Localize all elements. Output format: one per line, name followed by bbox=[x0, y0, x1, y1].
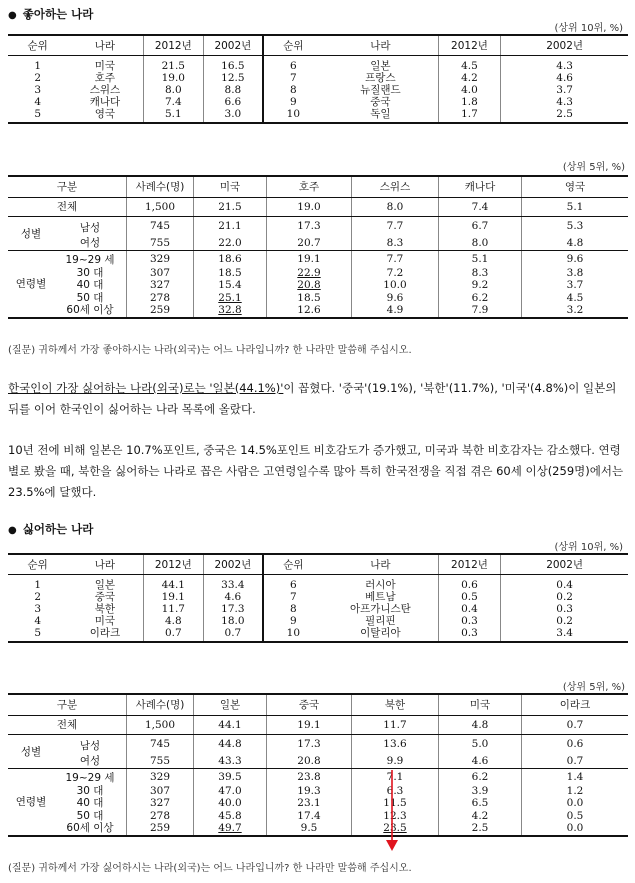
table-row bbox=[8, 785, 628, 798]
value-cell: 4.8 bbox=[522, 235, 629, 251]
country-cell: 영국 bbox=[67, 108, 143, 123]
header-2012: 2012년 bbox=[143, 35, 204, 56]
value-2012-cell: 0.6 bbox=[438, 575, 501, 592]
value-2012-cell: 7.4 bbox=[143, 96, 204, 108]
gender-group-label: 성별 bbox=[8, 217, 54, 251]
like-rank-table bbox=[8, 34, 628, 124]
value-2012-cell: 4.2 bbox=[438, 72, 501, 84]
country-cell: 북한 bbox=[94, 603, 116, 615]
header-rank: 순위 bbox=[8, 35, 67, 56]
value-cell: 0.7 bbox=[522, 716, 629, 735]
value-cell: 8.0 bbox=[439, 235, 522, 251]
value-cell: 6.2 bbox=[439, 769, 522, 785]
value-2012-cell: 4.0 bbox=[438, 84, 501, 96]
value-cell: 2.5 bbox=[439, 822, 522, 836]
header-rank: 순위 bbox=[263, 35, 323, 56]
header-col-3: 북한 bbox=[352, 694, 439, 716]
country-cell: 이라크 bbox=[67, 627, 143, 642]
value-cell: 10.0 bbox=[352, 279, 439, 292]
country-cell: 미국 bbox=[94, 60, 116, 72]
value-cell: 44.8 bbox=[194, 735, 267, 754]
value-2002-cell: 3.4 bbox=[501, 627, 628, 642]
value-2012-cell: 5.1 bbox=[143, 108, 204, 123]
value-cell: 11.5 bbox=[352, 797, 439, 810]
rank-cell: 6 bbox=[263, 56, 323, 73]
value-cell: 25.1 bbox=[194, 292, 267, 305]
value-2012-cell: 1.8 bbox=[438, 96, 501, 108]
row-label: 19~29 세 bbox=[65, 254, 115, 267]
header-2012: 2012년 bbox=[438, 35, 501, 56]
header-category: 구분 bbox=[8, 176, 127, 198]
row-label: 여성 bbox=[54, 235, 127, 251]
table-row bbox=[8, 603, 628, 615]
value-cell: 19.1 bbox=[267, 251, 352, 267]
rank-cell: 9 bbox=[263, 615, 323, 627]
gender-group-label: 성별 bbox=[8, 735, 54, 769]
row-label: 30 대 bbox=[76, 784, 104, 797]
value-cell: 329 bbox=[127, 769, 194, 785]
value-2002-cell: 3.0 bbox=[204, 108, 263, 123]
row-label: 40 대 bbox=[76, 797, 104, 810]
header-country: 나라 bbox=[67, 35, 143, 56]
value-cell: 0.0 bbox=[522, 797, 629, 810]
value-cell: 22.9 bbox=[267, 267, 352, 280]
value-2002-cell: 0.7 bbox=[204, 627, 263, 642]
country-cell: 캐나다 bbox=[89, 96, 121, 108]
table-row bbox=[8, 615, 628, 627]
dislike-question: (질문) 귀하께서 가장 싫어하시는 나라(외국)는 어느 나라입니까? 한 나라만 말씀해 주십시오. bbox=[8, 863, 412, 874]
value-2002-cell: 0.2 bbox=[501, 591, 628, 603]
value-cell: 259 bbox=[127, 822, 194, 836]
value-cell: 9.6 bbox=[522, 251, 629, 267]
rank-cell: 10 bbox=[263, 627, 323, 642]
value-2012-cell: 1.7 bbox=[438, 108, 501, 123]
rank-cell: 3 bbox=[34, 84, 42, 96]
value-cell: 18.6 bbox=[194, 251, 267, 267]
value-cell: 307 bbox=[127, 267, 194, 280]
dislike-rank-unit: (상위 10위, %) bbox=[554, 542, 623, 553]
value-cell: 6.3 bbox=[352, 785, 439, 798]
country-cell: 호주 bbox=[94, 72, 116, 84]
table-row bbox=[8, 217, 628, 236]
down-arrow-icon bbox=[384, 770, 400, 852]
value-cell: 19.1 bbox=[267, 716, 352, 735]
table-row bbox=[8, 267, 628, 280]
value-cell: 21.5 bbox=[194, 198, 267, 217]
rank-cell: 2 bbox=[34, 72, 42, 84]
value-cell: 1,500 bbox=[127, 716, 194, 735]
country-cell: 러시아 bbox=[365, 579, 396, 591]
value-cell: 12.6 bbox=[267, 304, 352, 318]
value-cell: 3.8 bbox=[522, 267, 629, 280]
table-row bbox=[8, 797, 628, 810]
table-row bbox=[8, 96, 628, 108]
header-2002: 2002년 bbox=[204, 554, 263, 575]
value-cell: 8.3 bbox=[439, 267, 522, 280]
value-cell: 5.0 bbox=[439, 735, 522, 754]
value-2012-cell: 19.0 bbox=[143, 72, 204, 84]
value-cell: 1,500 bbox=[127, 198, 194, 217]
value-2012-cell: 19.1 bbox=[143, 591, 204, 603]
rank-cell: 8 bbox=[263, 603, 323, 615]
row-label: 남성 bbox=[79, 739, 101, 752]
rank-cell: 5 bbox=[8, 108, 67, 123]
rank-cell: 4 bbox=[34, 96, 42, 108]
value-2002-cell: 8.8 bbox=[204, 84, 263, 96]
like-breakdown-unit: (상위 5위, %) bbox=[562, 162, 625, 173]
value-cell: 7.7 bbox=[352, 217, 439, 236]
value-cell: 19.3 bbox=[267, 785, 352, 798]
value-cell: 4.5 bbox=[522, 292, 629, 305]
header-col-5: 영국 bbox=[522, 176, 629, 198]
value-cell: 259 bbox=[127, 304, 194, 318]
country-cell: 아프가니스탄 bbox=[349, 603, 411, 615]
value-cell: 1.2 bbox=[522, 785, 629, 798]
value-2002-cell: 3.7 bbox=[501, 84, 628, 96]
bullet-icon: ● bbox=[8, 10, 17, 21]
header-country: 나라 bbox=[67, 554, 143, 575]
row-label: 19~29 세 bbox=[65, 772, 115, 785]
rank-cell: 1 bbox=[34, 60, 42, 72]
like-question: (질문) 귀하께서 가장 좋아하시는 나라(외국)는 어느 나라입니까? 한 나라만 말씀해 주십시오. bbox=[8, 345, 412, 356]
table-row bbox=[8, 753, 628, 769]
rank-cell: 5 bbox=[8, 627, 67, 642]
value-2002-cell: 2.5 bbox=[501, 108, 628, 123]
value-cell: 23.1 bbox=[267, 797, 352, 810]
value-cell: 3.9 bbox=[439, 785, 522, 798]
value-cell: 327 bbox=[127, 797, 194, 810]
header-rank: 순위 bbox=[263, 554, 323, 575]
rank-cell: 8 bbox=[263, 84, 323, 96]
row-label: 60세 이상 bbox=[54, 304, 127, 318]
value-cell: 8.3 bbox=[352, 235, 439, 251]
value-cell: 9.9 bbox=[352, 753, 439, 769]
value-cell: 8.0 bbox=[352, 198, 439, 217]
header-2012: 2012년 bbox=[143, 554, 204, 575]
rank-cell: 1 bbox=[34, 579, 42, 591]
value-cell: 1.4 bbox=[522, 769, 629, 785]
value-cell: 20.8 bbox=[267, 279, 352, 292]
value-2002-cell: 33.4 bbox=[204, 575, 263, 592]
like-section-heading: ● 좋아하는 나라 bbox=[8, 7, 94, 21]
header-col-4: 캐나다 bbox=[439, 176, 522, 198]
value-2012-cell: 0.5 bbox=[438, 591, 501, 603]
value-cell: 4.6 bbox=[439, 753, 522, 769]
value-cell: 5.1 bbox=[522, 198, 629, 217]
value-cell: 9.5 bbox=[267, 822, 352, 836]
row-label: 40 대 bbox=[76, 279, 104, 292]
rank-cell: 3 bbox=[34, 603, 42, 615]
row-label: 남성 bbox=[79, 221, 101, 234]
header-col-2: 중국 bbox=[267, 694, 352, 716]
total-label: 전체 bbox=[8, 716, 127, 735]
value-2002-cell: 0.3 bbox=[501, 603, 628, 615]
row-label: 50 대 bbox=[76, 809, 104, 822]
value-cell: 6.2 bbox=[439, 292, 522, 305]
value-2012-cell: 11.7 bbox=[143, 603, 204, 615]
header-col-4: 미국 bbox=[439, 694, 522, 716]
value-2012-cell: 0.3 bbox=[438, 615, 501, 627]
country-cell: 일본 bbox=[94, 579, 116, 591]
total-row bbox=[8, 198, 628, 217]
value-cell: 7.7 bbox=[352, 251, 439, 267]
value-cell: 45.8 bbox=[194, 810, 267, 823]
country-cell: 프랑스 bbox=[365, 72, 396, 84]
row-label: 50 대 bbox=[76, 291, 104, 304]
value-cell: 49.7 bbox=[194, 822, 267, 836]
age-group-label: 연령별 bbox=[8, 251, 54, 318]
value-2002-cell: 16.5 bbox=[204, 56, 263, 73]
value-2012-cell: 21.5 bbox=[143, 56, 204, 73]
value-cell: 39.5 bbox=[194, 769, 267, 785]
value-cell: 15.4 bbox=[194, 279, 267, 292]
value-2012-cell: 0.7 bbox=[143, 627, 204, 642]
value-cell: 44.1 bbox=[194, 716, 267, 735]
value-cell: 3.7 bbox=[522, 279, 629, 292]
value-cell: 32.8 bbox=[194, 304, 267, 318]
value-cell: 7.2 bbox=[352, 267, 439, 280]
header-2012: 2012년 bbox=[438, 554, 501, 575]
value-cell: 0.5 bbox=[522, 810, 629, 823]
value-2012-cell: 8.0 bbox=[143, 84, 204, 96]
header-2002: 2002년 bbox=[501, 35, 628, 56]
table-row bbox=[8, 72, 628, 84]
table-row bbox=[8, 810, 628, 823]
header-col-1: 일본 bbox=[194, 694, 267, 716]
value-2002-cell: 0.4 bbox=[501, 575, 628, 592]
value-cell: 329 bbox=[127, 251, 194, 267]
table-row bbox=[8, 735, 628, 754]
value-cell: 745 bbox=[127, 217, 194, 236]
value-cell: 7.4 bbox=[439, 198, 522, 217]
country-cell: 스위스 bbox=[89, 84, 121, 96]
value-2002-cell: 4.6 bbox=[204, 591, 263, 603]
paragraph-1-highlight: 한국인이 가장 싫어하는 나라(외국)로는 '일본(44.1%)' bbox=[8, 381, 284, 395]
table-row bbox=[8, 279, 628, 292]
header-cases: 사례수(명) bbox=[127, 176, 194, 198]
total-row bbox=[8, 716, 628, 735]
dislike-rank-table bbox=[8, 553, 628, 643]
value-cell: 23.5 bbox=[352, 822, 439, 836]
row-label: 60세 이상 bbox=[54, 822, 127, 836]
value-2002-cell: 17.3 bbox=[204, 603, 263, 615]
header-2002: 2002년 bbox=[501, 554, 628, 575]
value-cell: 755 bbox=[127, 753, 194, 769]
value-cell: 20.7 bbox=[267, 235, 352, 251]
value-cell: 47.0 bbox=[194, 785, 267, 798]
value-cell: 40.0 bbox=[194, 797, 267, 810]
value-cell: 4.9 bbox=[352, 304, 439, 318]
value-cell: 0.6 bbox=[522, 735, 629, 754]
value-2002-cell: 12.5 bbox=[204, 72, 263, 84]
value-cell: 13.6 bbox=[352, 735, 439, 754]
value-cell: 20.8 bbox=[267, 753, 352, 769]
value-2012-cell: 44.1 bbox=[143, 575, 204, 592]
table-row bbox=[8, 591, 628, 603]
header-rank: 순위 bbox=[8, 554, 67, 575]
table-row bbox=[8, 84, 628, 96]
dislike-breakdown-unit: (상위 5위, %) bbox=[562, 682, 625, 693]
row-label: 30 대 bbox=[76, 266, 104, 279]
value-cell: 7.9 bbox=[439, 304, 522, 318]
value-cell: 9.6 bbox=[352, 292, 439, 305]
table-row bbox=[8, 108, 628, 123]
table-row bbox=[8, 292, 628, 305]
total-label: 전체 bbox=[8, 198, 127, 217]
value-cell: 755 bbox=[127, 235, 194, 251]
rank-cell: 2 bbox=[34, 591, 42, 603]
country-cell: 중국 bbox=[94, 591, 116, 603]
table-row bbox=[8, 235, 628, 251]
value-cell: 12.3 bbox=[352, 810, 439, 823]
value-cell: 307 bbox=[127, 785, 194, 798]
value-cell: 22.0 bbox=[194, 235, 267, 251]
rank-cell: 7 bbox=[263, 591, 323, 603]
value-cell: 5.1 bbox=[439, 251, 522, 267]
table-row bbox=[8, 575, 628, 592]
table-row bbox=[8, 304, 628, 318]
table-row bbox=[8, 822, 628, 836]
header-2002: 2002년 bbox=[204, 35, 263, 56]
rank-cell: 10 bbox=[263, 108, 323, 123]
country-cell: 이탈리아 bbox=[323, 627, 438, 642]
value-cell: 6.5 bbox=[439, 797, 522, 810]
rank-cell: 6 bbox=[263, 575, 323, 592]
rank-cell: 9 bbox=[263, 96, 323, 108]
value-cell: 3.2 bbox=[522, 304, 629, 318]
value-cell: 43.3 bbox=[194, 753, 267, 769]
dislike-section-heading: ● 싫어하는 나라 bbox=[8, 522, 94, 536]
country-cell: 일본 bbox=[370, 60, 391, 72]
header-category: 구분 bbox=[8, 694, 127, 716]
value-2002-cell: 4.3 bbox=[501, 56, 628, 73]
value-cell: 19.0 bbox=[267, 198, 352, 217]
header-country: 나라 bbox=[323, 35, 438, 56]
paragraph-2: 10년 전에 비해 일본은 10.7%포인트, 중국은 14.5%포인트 비호감도가 증가했고, 미국과 북한 비호감자는 감소했다. 연령별로 봤을 때, 북한을 싫어하는 나라로 꼽은 사람은 고연령일수록 많아 특히 한국전쟁을 직접 겪은 60세 이상(259명)에서는 23.5%에 달했다. bbox=[8, 443, 624, 499]
header-country: 나라 bbox=[323, 554, 438, 575]
value-cell: 4.2 bbox=[439, 810, 522, 823]
paragraph-1-rest: 이 꼽혔다. '중국'(19.1%), '북한'(11.7%), '미국'(4.8%)이 일본의 뒤를 이어 한국인이 싫어하는 나라 목록에 올랐다. bbox=[8, 381, 617, 416]
value-2002-cell: 18.0 bbox=[204, 615, 263, 627]
value-cell: 17.3 bbox=[267, 735, 352, 754]
value-2012-cell: 0.4 bbox=[438, 603, 501, 615]
value-cell: 5.3 bbox=[522, 217, 629, 236]
country-cell: 필리핀 bbox=[365, 615, 396, 627]
value-cell: 278 bbox=[127, 810, 194, 823]
value-2002-cell: 0.2 bbox=[501, 615, 628, 627]
bullet-icon: ● bbox=[8, 525, 17, 536]
value-cell: 0.7 bbox=[522, 753, 629, 769]
country-cell: 중국 bbox=[370, 96, 391, 108]
value-2012-cell: 4.8 bbox=[143, 615, 204, 627]
table-row bbox=[8, 627, 628, 642]
paragraph-1 bbox=[8, 378, 628, 420]
country-cell: 베트남 bbox=[365, 591, 396, 603]
table-row bbox=[8, 251, 628, 267]
header-col-1: 미국 bbox=[194, 176, 267, 198]
value-cell: 7.1 bbox=[352, 769, 439, 785]
value-cell: 327 bbox=[127, 279, 194, 292]
value-2002-cell: 6.6 bbox=[204, 96, 263, 108]
value-2012-cell: 4.5 bbox=[438, 56, 501, 73]
value-cell: 0.0 bbox=[522, 822, 629, 836]
dislike-breakdown-table bbox=[8, 693, 628, 837]
like-rank-unit: (상위 10위, %) bbox=[554, 23, 623, 34]
value-cell: 18.5 bbox=[194, 267, 267, 280]
rank-cell: 4 bbox=[34, 615, 42, 627]
value-cell: 17.4 bbox=[267, 810, 352, 823]
country-cell: 미국 bbox=[94, 615, 116, 627]
country-cell: 독일 bbox=[323, 108, 438, 123]
header-col-2: 호주 bbox=[267, 176, 352, 198]
value-cell: 11.7 bbox=[352, 716, 439, 735]
row-label: 여성 bbox=[54, 753, 127, 769]
value-cell: 17.3 bbox=[267, 217, 352, 236]
country-cell: 뉴질랜드 bbox=[360, 84, 401, 96]
value-cell: 6.7 bbox=[439, 217, 522, 236]
value-cell: 4.8 bbox=[439, 716, 522, 735]
value-2002-cell: 4.3 bbox=[501, 96, 628, 108]
table-row bbox=[8, 769, 628, 785]
value-2002-cell: 4.6 bbox=[501, 72, 628, 84]
header-cases: 사례수(명) bbox=[127, 694, 194, 716]
value-cell: 278 bbox=[127, 292, 194, 305]
rank-cell: 7 bbox=[263, 72, 323, 84]
table-row bbox=[8, 56, 628, 73]
value-cell: 21.1 bbox=[194, 217, 267, 236]
value-2012-cell: 0.3 bbox=[438, 627, 501, 642]
value-cell: 23.8 bbox=[267, 769, 352, 785]
value-cell: 745 bbox=[127, 735, 194, 754]
like-breakdown-table bbox=[8, 175, 628, 319]
header-col-5: 이라크 bbox=[522, 694, 629, 716]
header-col-3: 스위스 bbox=[352, 176, 439, 198]
value-cell: 9.2 bbox=[439, 279, 522, 292]
age-group-label: 연령별 bbox=[8, 769, 54, 836]
value-cell: 18.5 bbox=[267, 292, 352, 305]
